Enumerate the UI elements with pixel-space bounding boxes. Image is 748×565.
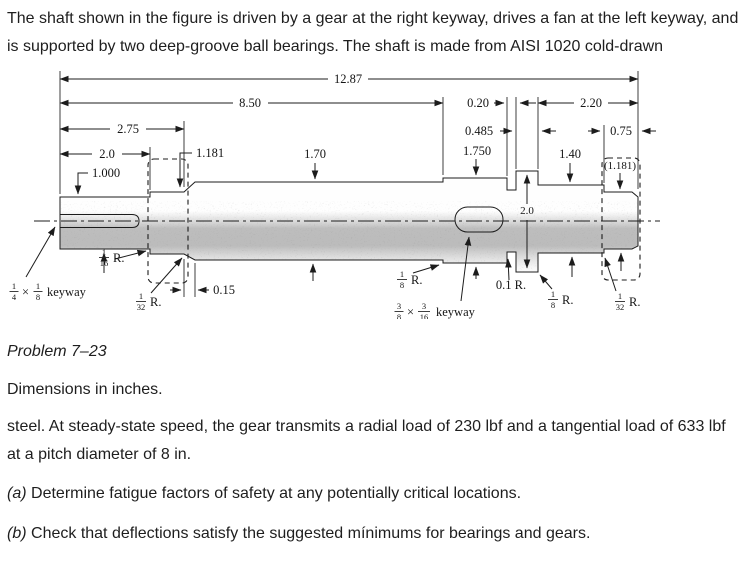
dim-170-label: 1.70 (304, 147, 326, 161)
fillet-suffix: R. (562, 293, 574, 307)
dim-20-label: 2.0 (99, 147, 115, 161)
dim-right-end-length (588, 124, 656, 138)
dim-mid-dia (304, 147, 326, 179)
item-b-text: Check that deflections satisfy the suggested mínimums for bearings and gears. (31, 524, 591, 542)
fraction-den: 32 (615, 302, 625, 312)
fraction-num: 1 (550, 289, 556, 299)
item-a-label: (a) (7, 485, 27, 502)
fraction-num: 1 (11, 281, 17, 291)
fraction-num: 3 (421, 301, 427, 311)
shaft-figure (0, 63, 741, 324)
dim-chamfer (170, 283, 235, 297)
fraction-den: 16 (419, 312, 429, 319)
dim-850-label: 8.50 (239, 96, 261, 110)
dim-020-label: 0.20 (467, 96, 489, 110)
shaft-shading (58, 201, 640, 273)
dim-fan-stub-length (60, 147, 150, 161)
fillet-label-left-chamfer (136, 258, 182, 312)
item-b-label: (b) (7, 524, 27, 542)
shaft-body (58, 171, 640, 273)
dim-collar-20-label: 2.0 (520, 205, 534, 217)
dim-0485-label: 0.485 (464, 124, 494, 138)
fillet-suffix: R. (629, 295, 641, 309)
fraction-den: 8 (396, 312, 402, 319)
dim-left-journal-dia (180, 146, 224, 187)
dim-to-gear-shoulder (60, 96, 443, 110)
dim-fan-stub-dia (78, 166, 120, 194)
dim-075-label: 0.75 (610, 124, 632, 138)
dim-1181-right-label: (1.181) (603, 160, 637, 172)
dim-1181-left-label: 1.181 (196, 146, 225, 160)
fillet-suffix: R. (113, 251, 125, 265)
fraction-den: 8 (35, 292, 41, 302)
fraction-num: 1 (101, 247, 107, 257)
dim-overall-length (60, 72, 638, 86)
fraction-den: 8 (399, 280, 405, 290)
fraction-den: 4 (11, 292, 17, 302)
dim-gear-seat-dia (463, 144, 491, 175)
dim-1000-label: 1.000 (92, 166, 121, 180)
fillet-suffix: R. (150, 295, 162, 309)
dim-015-label: 0.15 (213, 283, 235, 297)
dim-collar-width (465, 124, 556, 138)
fraction-den: 32 (136, 302, 146, 312)
dim-journal-end (60, 122, 184, 136)
dim-overall-label: 12.87 (333, 72, 363, 86)
keyway-word: keyway (436, 305, 475, 319)
item-b (7, 520, 741, 548)
problem-caption: Problem 7–23 (7, 343, 107, 360)
fraction-den: 16 (99, 258, 109, 268)
fraction-num: 1 (35, 281, 41, 291)
dim-groove-width (467, 96, 536, 110)
item-a (7, 480, 741, 508)
fraction-den: 8 (550, 300, 556, 310)
dim-275-label: 2.75 (117, 122, 139, 136)
keyway-word: keyway (47, 285, 86, 299)
fillet-label-collar-right (540, 275, 573, 310)
units-note: Dimensions in inches. (7, 380, 163, 398)
fillet-label-seat-left (397, 265, 439, 290)
fillet-label-right-end (605, 258, 640, 312)
fillet-suffix: R. (411, 273, 423, 287)
dim-140-label: 1.40 (559, 147, 581, 161)
fillet-label-left-stub (99, 247, 146, 268)
loads-paragraph: steel. At steady-state speed, the gear transmits a radial load of 230 lbf and a tangential load of 633 lbf at a pitch diameter of 8 in. (7, 418, 726, 463)
item-a-text: Determine fatigue factors of safety at any potentially critical locations. (31, 485, 522, 502)
shaft-figure-canvas (0, 63, 748, 319)
intro-paragraph: The shaft shown in the figure is driven by a gear at the right keyway, drives a fan at the left keyway, and is supported by two deep-groove ball bearings. The shaft is made from AISI 1020 cold-drawn (7, 10, 739, 55)
times-sign: × (22, 285, 30, 299)
dim-right-span (538, 96, 638, 110)
dim-right-mid-dia (559, 147, 581, 182)
fraction-num: 1 (617, 291, 623, 301)
times-sign: × (407, 305, 415, 319)
dim-1750-label: 1.750 (462, 144, 492, 158)
fraction-num: 1 (399, 269, 405, 279)
dim-right-journal-dia (604, 160, 636, 189)
fraction-num: 1 (138, 291, 144, 301)
fraction-num: 3 (396, 301, 402, 311)
dim-220-label: 2.20 (580, 96, 602, 110)
dim-01r-label: 0.1 R. (495, 278, 527, 292)
